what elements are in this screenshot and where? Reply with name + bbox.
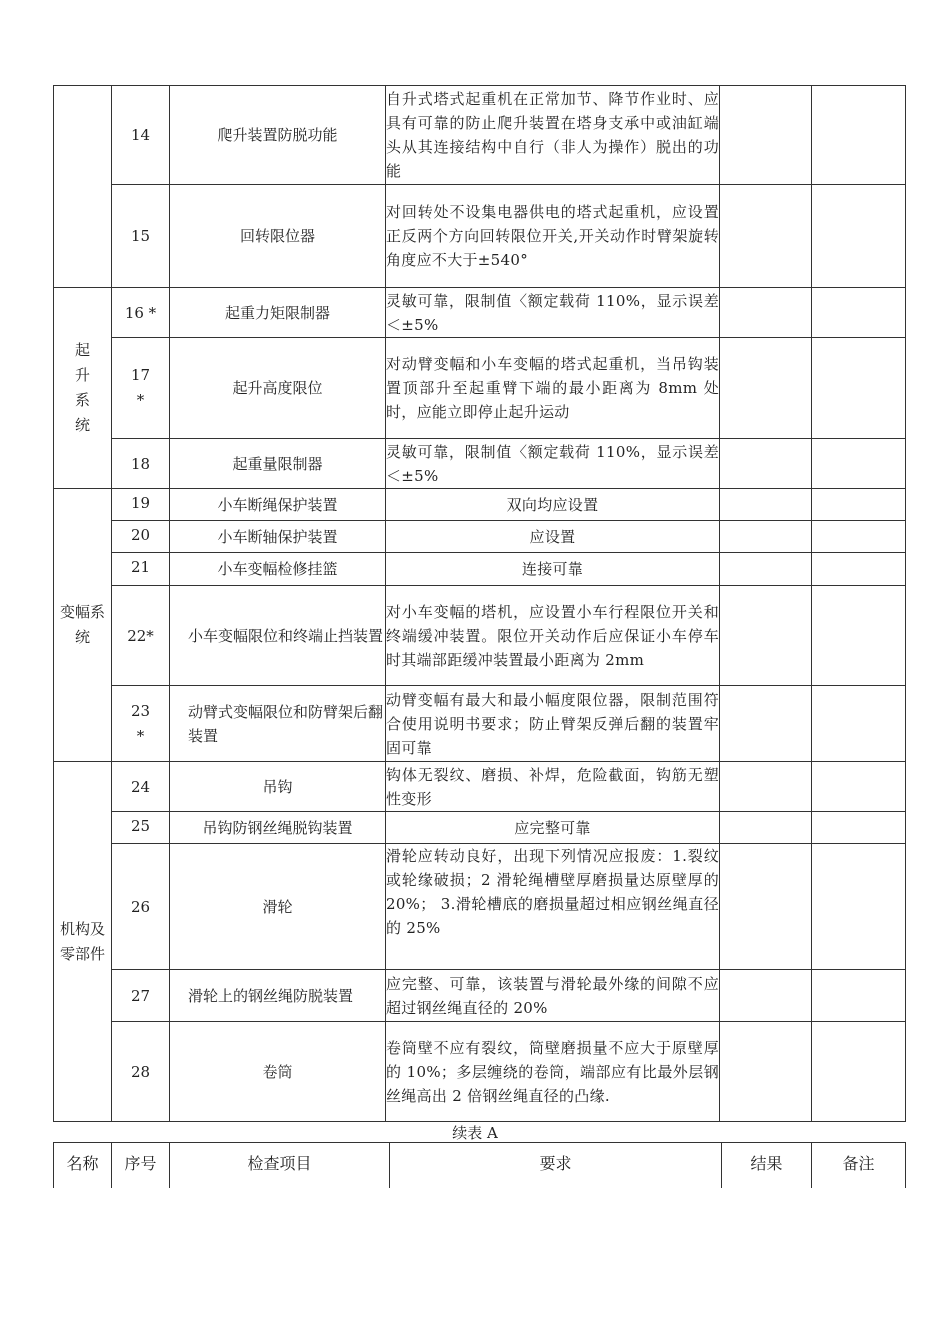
category-cell-empty [54, 86, 112, 288]
check-item: 起重量限制器 [170, 439, 386, 489]
header-requirement: 要求 [390, 1143, 722, 1189]
requirement: 钩体无裂纹、磨损、补焊，危险截面，钩筋无塑性变形 [386, 762, 720, 812]
remark-cell [812, 185, 906, 288]
table-row [54, 762, 906, 812]
table-row [54, 489, 906, 521]
result-cell [720, 288, 812, 338]
check-item: 回转限位器 [170, 185, 386, 288]
check-item: 爬升装置防脱功能 [170, 86, 386, 185]
row-number: 27 [112, 970, 170, 1022]
result-cell [720, 812, 812, 844]
header-row [54, 1143, 906, 1189]
table-row [54, 844, 906, 970]
result-cell [720, 185, 812, 288]
check-item: 小车断绳保护装置 [170, 489, 386, 521]
result-cell [720, 489, 812, 521]
remark-cell [812, 521, 906, 553]
category-luffing: 变幅系统 [54, 489, 112, 762]
check-item: 吊钩 [170, 762, 386, 812]
check-item: 起重力矩限制器 [170, 288, 386, 338]
check-item: 卷筒 [170, 1022, 386, 1122]
remark-cell [812, 686, 906, 762]
requirement: 应完整可靠 [386, 812, 720, 844]
table-row [54, 185, 906, 288]
table-row [54, 338, 906, 439]
requirement: 应完整、可靠，该装置与滑轮最外缘的间隙不应超过钢丝绳直径的 20% [386, 970, 720, 1022]
result-cell [720, 970, 812, 1022]
remark-cell [812, 586, 906, 686]
requirement: 灵敏可靠，限制值〈额定载荷 110%，显示误差＜±5% [386, 288, 720, 338]
row-number: 22* [112, 586, 170, 686]
table-row [54, 812, 906, 844]
row-number: 24 [112, 762, 170, 812]
result-cell [720, 521, 812, 553]
result-cell [720, 439, 812, 489]
row-number: 18 [112, 439, 170, 489]
remark-cell [812, 439, 906, 489]
row-number: 16 * [112, 288, 170, 338]
requirement: 动臂变幅有最大和最小幅度限位器，限制范围符合使用说明书要求；防止臂架反弹后翻的装置牢固可靠 [386, 686, 720, 762]
remark-cell [812, 1022, 906, 1122]
table-row [54, 586, 906, 686]
table-row [54, 1022, 906, 1122]
requirement: 对动臂变幅和小车变幅的塔式起重机，当吊钩装置顶部升至起重臂下端的最小距离为 8mm 处时，应能立即停止起升运动 [386, 338, 720, 439]
table-row [54, 288, 906, 338]
table-caption: 续表 A [452, 1124, 498, 1142]
row-number: 15 [112, 185, 170, 288]
result-cell [720, 844, 812, 970]
requirement: 双向均应设置 [386, 489, 720, 521]
check-item: 动臂式变幅限位和防臂架后翻装置 [170, 686, 386, 762]
result-cell [720, 686, 812, 762]
remark-cell [812, 288, 906, 338]
remark-cell [812, 489, 906, 521]
row-number: 14 [112, 86, 170, 185]
header-check-item: 检查项目 [170, 1143, 390, 1189]
check-item: 滑轮上的钢丝绳防脱装置 [170, 970, 386, 1022]
row-number: 20 [112, 521, 170, 553]
result-cell [720, 338, 812, 439]
result-cell [720, 1022, 812, 1122]
header-name: 名称 [54, 1143, 112, 1189]
table-row [54, 686, 906, 762]
result-cell [720, 553, 812, 586]
row-number: 28 [112, 1022, 170, 1122]
requirement: 卷筒壁不应有裂纹，筒壁磨损量不应大于原壁厚的 10%；多层缠绕的卷筒，端部应有比最外层钢丝绳高出 2 倍钢丝绳直径的凸缘. [386, 1022, 720, 1122]
requirement: 对回转处不设集电器供电的塔式起重机，应设置正反两个方向回转限位开关,开关动作时臂架旋转角度应不大于±540° [386, 185, 720, 288]
check-item: 小车断轴保护装置 [170, 521, 386, 553]
row-number: 21 [112, 553, 170, 586]
requirement: 应设置 [386, 521, 720, 553]
remark-cell [812, 553, 906, 586]
remark-cell [812, 86, 906, 185]
table-row [54, 86, 906, 185]
row-number: 23 * [112, 686, 170, 762]
remark-cell [812, 844, 906, 970]
row-number: 17 * [112, 338, 170, 439]
row-number: 25 [112, 812, 170, 844]
requirement: 自升式塔式起重机在正常加节、降节作业时、应具有可靠的防止爬升装置在塔身支承中或油缸端头从其连接结构中自行（非人为操作）脱出的功能 [386, 86, 720, 185]
result-cell [720, 86, 812, 185]
remark-cell [812, 970, 906, 1022]
category-hoist: 起升系统 [54, 288, 112, 489]
requirement: 对小车变幅的塔机，应设置小车行程限位开关和终端缓冲装置。限位开关动作后应保证小车停车时其端部距缓冲装置最小距离为 2mm [386, 586, 720, 686]
result-cell [720, 586, 812, 686]
table-row [54, 521, 906, 553]
requirement: 连接可靠 [386, 553, 720, 586]
header-number: 序号 [112, 1143, 170, 1189]
check-item: 起升高度限位 [170, 338, 386, 439]
result-cell [720, 762, 812, 812]
check-item: 小车变幅限位和终端止挡装置 [170, 586, 386, 686]
check-item: 吊钩防钢丝绳脱钩装置 [170, 812, 386, 844]
remark-cell [812, 762, 906, 812]
header-result: 结果 [722, 1143, 812, 1189]
header-remark: 备注 [812, 1143, 906, 1189]
requirement: 滑轮应转动良好，出现下列情况应报废：1.裂纹或轮缘破损；2 滑轮绳槽壁厚磨损量达原壁厚的 20%； 3.滑轮槽底的磨损量超过相应钢丝绳直径的 25% [386, 844, 720, 970]
check-item: 滑轮 [170, 844, 386, 970]
remark-cell [812, 338, 906, 439]
check-item: 小车变幅检修挂篮 [170, 553, 386, 586]
continuation-header-table [53, 1142, 906, 1188]
row-number: 26 [112, 844, 170, 970]
remark-cell [812, 812, 906, 844]
inspection-table [53, 85, 906, 1122]
table-row [54, 439, 906, 489]
table-row [54, 970, 906, 1022]
table-row [54, 553, 906, 586]
requirement: 灵敏可靠，限制值〈额定载荷 110%，显示误差＜±5% [386, 439, 720, 489]
row-number: 19 [112, 489, 170, 521]
category-mechanism: 机构及零部件 [54, 762, 112, 1122]
